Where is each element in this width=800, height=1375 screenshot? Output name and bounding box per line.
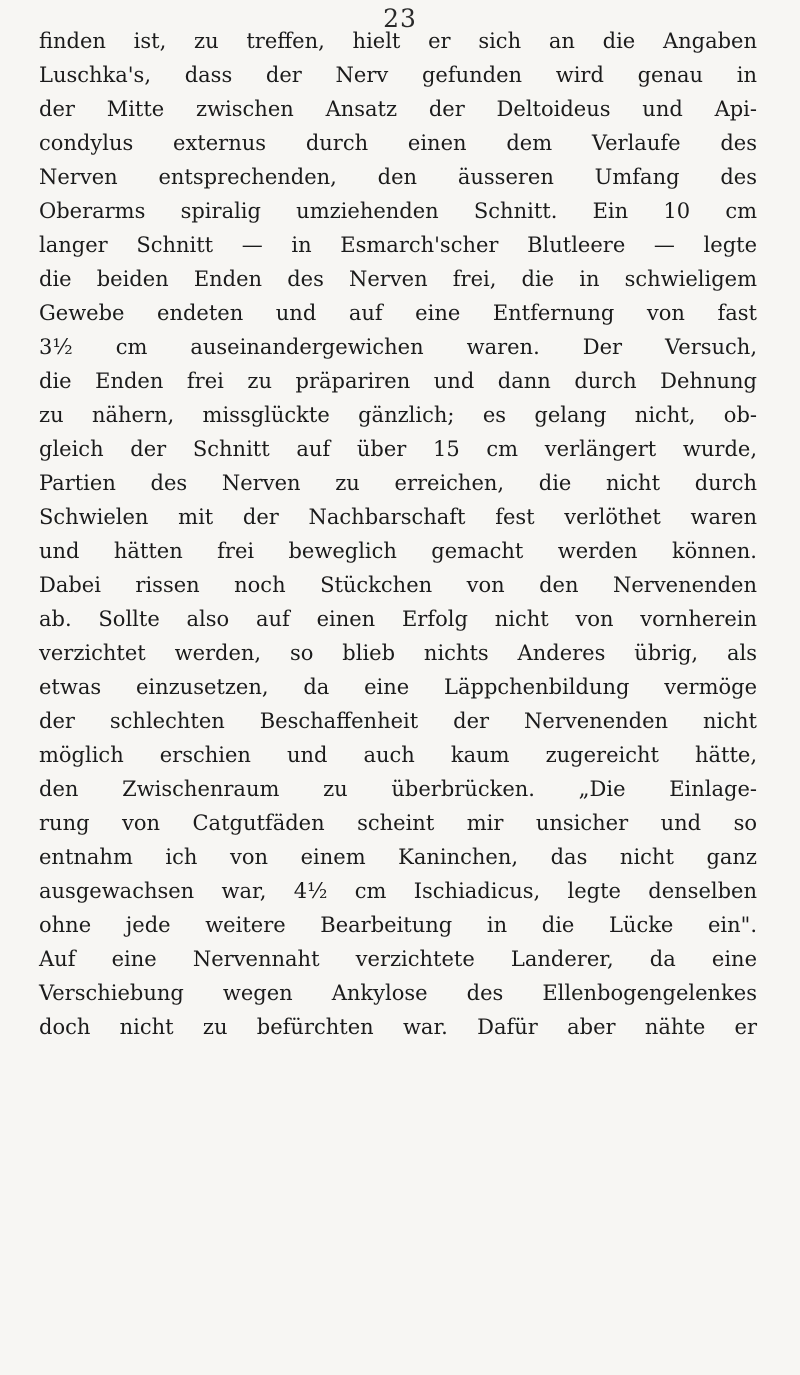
text-line: der schlechten Beschaffenheit der Nervenenden nicht [39,709,757,733]
text-line: etwas einzusetzen, da eine Läppchenbildung vermöge [39,675,757,699]
text-line: möglich erschien und auch kaum zugereicht hätte, [39,743,757,767]
text-line: und hätten frei beweglich gemacht werden können. [39,539,757,563]
text-line: Schwielen mit der Nachbarschaft fest verlöthet waren [39,505,757,529]
text-line: gleich der Schnitt auf über 15 cm verlängert wurde, [39,437,757,461]
text-line: ausgewachsen war, 4½ cm Ischiadicus, legte denselben [39,879,757,903]
text-line: ohne jede weitere Bearbeitung in die Lücke ein". [39,913,757,937]
text-line: Partien des Nerven zu erreichen, die nicht durch [39,471,757,495]
text-line: verzichtet werden, so blieb nichts Anderes übrig, als [39,641,757,665]
text-line: Nerven entsprechenden, den äusseren Umfang des [39,165,757,189]
body-text [39,24,757,1364]
text-line: Verschiebung wegen Ankylose des Ellenbogengelenkes [39,981,757,1005]
text-line: entnahm ich von einem Kaninchen, das nicht ganz [39,845,757,869]
text-line: doch nicht zu befürchten war. Dafür aber nähte er [39,1015,757,1039]
page-number: 23 [383,4,417,33]
text-line: der Mitte zwischen Ansatz der Deltoideus und Api- [39,97,757,121]
text-line: zu nähern, missglückte gänzlich; es gelang nicht, ob- [39,403,757,427]
text-line: rung von Catgutfäden scheint mir unsicher und so [39,811,757,835]
text-line: den Zwischenraum zu überbrücken. „Die Einlage- [39,777,757,801]
text-line: Luschka's, dass der Nerv gefunden wird genau in [39,63,757,87]
text-line: langer Schnitt — in Esmarch'scher Blutleere — legte [39,233,757,257]
text-line: die Enden frei zu präpariren und dann durch Dehnung [39,369,757,393]
text-line: Dabei rissen noch Stückchen von den Nervenenden [39,573,757,597]
text-line: die beiden Enden des Nerven frei, die in schwieligem [39,267,757,291]
text-line: Auf eine Nervennaht verzichtete Landerer, da eine [39,947,757,971]
text-line: Gewebe endeten und auf eine Entfernung von fast [39,301,757,325]
text-line: condylus externus durch einen dem Verlaufe des [39,131,757,155]
text-line: 3½ cm auseinandergewichen waren. Der Versuch, [39,335,757,359]
text-line: finden ist, zu treffen, hielt er sich an die Angaben [39,29,757,53]
text-line: ab. Sollte also auf einen Erfolg nicht von vornherein [39,607,757,631]
text-line: Oberarms spiralig umziehenden Schnitt. Ein 10 cm [39,199,757,223]
